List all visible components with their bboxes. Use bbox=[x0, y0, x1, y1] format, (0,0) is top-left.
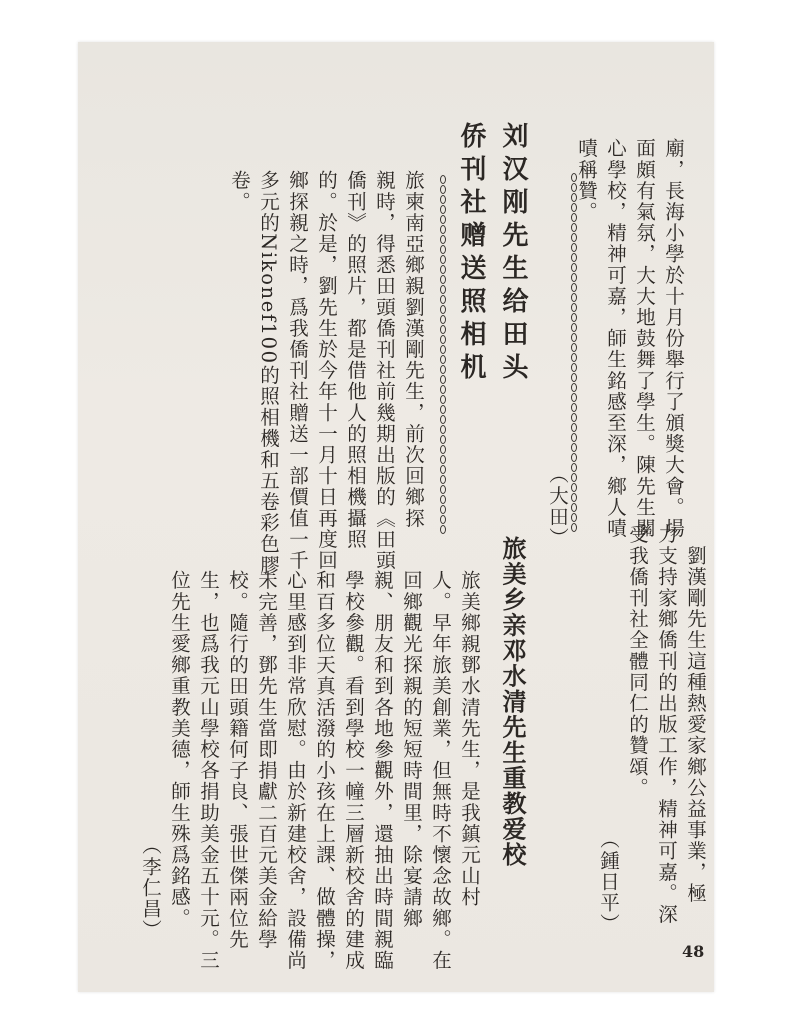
chain-link bbox=[571, 353, 577, 362]
chain-link bbox=[440, 195, 446, 204]
chain-link bbox=[571, 293, 577, 302]
chain-link bbox=[440, 485, 446, 494]
chain-link bbox=[571, 203, 577, 212]
chain-link bbox=[440, 395, 446, 404]
text-line: 力支持家鄉僑刊的出版工作，精神可嘉。深 bbox=[655, 524, 678, 925]
chain-link bbox=[571, 443, 577, 452]
text-line: 多元的Nikonef100的照相機和五卷彩色膠 bbox=[257, 170, 280, 576]
text-line: 人。早年旅美創業，但無時不懷念故鄉。在 bbox=[429, 570, 452, 971]
chain-link bbox=[571, 343, 577, 352]
chain-link bbox=[440, 275, 446, 284]
article-1-title-line2: 侨刊社赠送照相机 bbox=[456, 122, 486, 386]
chain-link bbox=[571, 233, 577, 242]
text-line: 親時，得悉田頭僑刊社前幾期出版的《田頭 bbox=[373, 170, 396, 571]
chain-link bbox=[571, 303, 577, 312]
chain-link bbox=[571, 323, 577, 332]
chain-link bbox=[571, 223, 577, 232]
chain-link bbox=[440, 215, 446, 224]
chain-link bbox=[440, 375, 446, 384]
chain-link bbox=[440, 325, 446, 334]
chain-link bbox=[440, 505, 446, 514]
chain-link bbox=[571, 183, 577, 192]
chain-link bbox=[571, 253, 577, 262]
text-line: 心里感到非常欣慰。由於新建校舍，設備尚 bbox=[284, 570, 307, 971]
text-line: 僑刊》的照片，都是借他人的照相機攝照 bbox=[344, 170, 367, 550]
chain-link bbox=[440, 235, 446, 244]
chain-link bbox=[571, 523, 577, 532]
text-line: 受我僑刊社全體同仁的贊頌。 bbox=[626, 524, 649, 799]
chain-link bbox=[440, 475, 446, 484]
text-line: 未完善，鄧先生當即捐獻二百元美金給學 bbox=[255, 570, 278, 950]
chain-link bbox=[571, 273, 577, 282]
chain-link bbox=[440, 415, 446, 424]
text-line: 校。隨行的田頭籍何子良、張世傑兩位先 bbox=[226, 570, 249, 950]
chain-link bbox=[440, 355, 446, 364]
chain-link bbox=[440, 295, 446, 304]
chain-link bbox=[571, 413, 577, 422]
chain-link bbox=[571, 363, 577, 372]
column-divider bbox=[567, 172, 581, 542]
chain-link bbox=[571, 243, 577, 252]
chain-link bbox=[440, 175, 446, 184]
article-2-title-text: 旅美乡亲邓水清先生重教爱校 bbox=[498, 536, 526, 868]
text-line: 回鄉觀光探親的短短時間里，除宴請鄉 bbox=[400, 570, 423, 929]
text-line: 和百多位天真活潑的小孩在上課、做體操， bbox=[313, 570, 336, 971]
chain-link bbox=[571, 173, 577, 182]
chain-link bbox=[440, 525, 446, 534]
chain-link bbox=[571, 313, 577, 322]
article-1-body bbox=[158, 170, 428, 576]
chain-link bbox=[440, 255, 446, 264]
text-line: 劉漢剛先生這種熱愛家鄉公益事業，極 bbox=[684, 524, 707, 904]
chain-link bbox=[440, 285, 446, 294]
chain-link bbox=[440, 455, 446, 464]
lower-right-paragraph bbox=[598, 524, 710, 934]
text-line: 嘖稱贊。 bbox=[575, 138, 598, 223]
chain-link bbox=[571, 393, 577, 402]
column-divider bbox=[436, 174, 450, 544]
text-line: 心學校，精神可嘉，師生銘感至深，鄉人嘖 bbox=[604, 138, 627, 539]
chain-link bbox=[440, 365, 446, 374]
chain-link bbox=[571, 473, 577, 482]
chain-link bbox=[571, 283, 577, 292]
chain-link bbox=[440, 225, 446, 234]
text-line: 鄉探親之時，爲我僑刊社贈送一部價值一千 bbox=[286, 170, 309, 571]
chain-link bbox=[571, 493, 577, 502]
chain-link bbox=[440, 465, 446, 474]
signature: （李仁昌） bbox=[139, 834, 162, 940]
chain-link bbox=[571, 403, 577, 412]
chain-link bbox=[571, 383, 577, 392]
chain-link bbox=[440, 425, 446, 434]
chain-link bbox=[571, 373, 577, 382]
chain-link bbox=[440, 495, 446, 504]
article-1-title-line1: 刘汉刚先生给田头 bbox=[498, 122, 528, 386]
chain-link bbox=[571, 503, 577, 512]
chain-link bbox=[440, 435, 446, 444]
text-line: 親、朋友和到各地參觀外，還抽出時間親臨 bbox=[371, 570, 394, 971]
chain-link bbox=[440, 515, 446, 524]
chain-link bbox=[440, 385, 446, 394]
chain-link bbox=[440, 205, 446, 214]
text-line: 廟，長海小學於十月份舉行了頒獎大會。場 bbox=[662, 138, 685, 539]
text-line: 旅美鄉親鄧水清先生，是我鎮元山村 bbox=[458, 570, 481, 908]
chain-link bbox=[440, 335, 446, 344]
chain-link bbox=[571, 333, 577, 342]
text-line: 旅柬南亞鄉親劉漢剛先生，前次回鄉探 bbox=[402, 170, 425, 529]
chain-link bbox=[571, 433, 577, 442]
text-line: 學校參觀。看到學校一幢三層新校舍的建成 bbox=[342, 570, 365, 971]
text-line: 位先生愛鄉重教美德，師生殊爲銘感。 bbox=[168, 570, 191, 929]
article-1-title bbox=[450, 122, 534, 522]
chain-link bbox=[440, 305, 446, 314]
chain-link bbox=[440, 345, 446, 354]
chain-link bbox=[571, 263, 577, 272]
text-line: 面頗有氣氛，大大地鼓舞了學生。陳先生關 bbox=[633, 138, 656, 539]
chain-link bbox=[571, 193, 577, 202]
article-2-title bbox=[492, 536, 532, 936]
page-number: 48 bbox=[682, 942, 705, 961]
magazine-page bbox=[78, 42, 714, 992]
signature: （大田） bbox=[546, 463, 569, 548]
article-2-body bbox=[139, 570, 484, 971]
chain-link bbox=[440, 405, 446, 414]
chain-link bbox=[440, 245, 446, 254]
chain-link bbox=[571, 453, 577, 462]
chain-link bbox=[571, 483, 577, 492]
chain-link bbox=[440, 445, 446, 454]
chain-link bbox=[571, 463, 577, 472]
chain-link bbox=[571, 513, 577, 522]
signature: （鍾日平） bbox=[597, 828, 620, 934]
chain-link bbox=[571, 213, 577, 222]
chain-link bbox=[571, 423, 577, 432]
chain-link bbox=[440, 185, 446, 194]
text-line: 卷。 bbox=[228, 170, 251, 213]
chain-link bbox=[440, 265, 446, 274]
chain-link bbox=[440, 315, 446, 324]
text-line: 生，也爲我元山學校各捐助美金五十元。三 bbox=[197, 570, 220, 971]
text-line: 的。於是，劉先生於今年十一月十日再度回 bbox=[315, 170, 338, 571]
